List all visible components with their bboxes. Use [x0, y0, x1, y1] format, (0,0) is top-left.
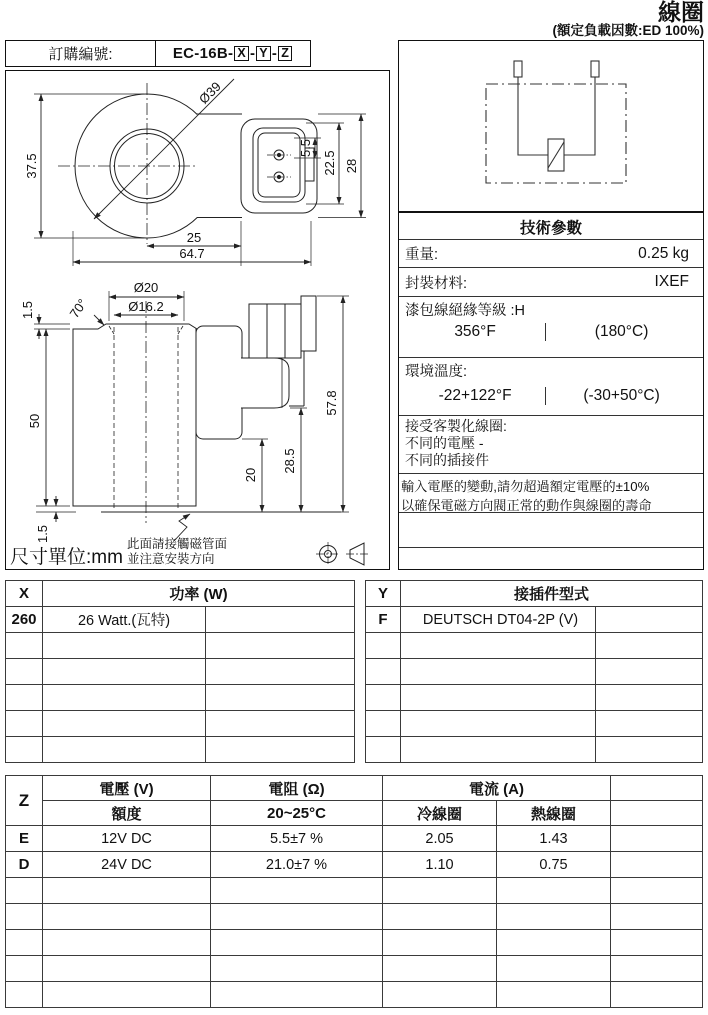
projection-cone-icon	[346, 543, 368, 565]
table-cell	[611, 956, 703, 982]
unit-label: 尺寸單位:mm	[10, 547, 123, 568]
page-title: 線圈	[658, 0, 704, 25]
table-cell	[383, 904, 497, 930]
table-cell	[6, 659, 43, 685]
table-row	[366, 685, 703, 711]
table-row	[6, 659, 355, 685]
table-cell	[43, 878, 211, 904]
table-cell	[43, 711, 206, 737]
table-cell	[497, 930, 611, 956]
table-cell: 26 Watt.(瓦特)	[43, 607, 206, 633]
coil-schematic	[399, 41, 702, 210]
mount-note-line2: 並注意安裝方向	[127, 552, 215, 566]
table-cell	[497, 904, 611, 930]
table-cell	[596, 737, 703, 763]
table-cell	[206, 685, 355, 711]
table-cell	[206, 607, 355, 633]
table-cell	[401, 659, 596, 685]
weight-value: 0.25 kg	[638, 244, 689, 262]
table-cell	[6, 904, 43, 930]
table-cell	[43, 737, 206, 763]
table-cell	[43, 659, 206, 685]
table-row	[6, 737, 355, 763]
custom-coil-line1: 接受客製化線圈:	[405, 418, 507, 434]
table-row	[366, 737, 703, 763]
table-cell	[366, 633, 401, 659]
resistance-header: 電阻 (Ω)	[211, 776, 383, 801]
table-cell	[596, 711, 703, 737]
x-power-table	[5, 580, 355, 763]
table-cell	[383, 930, 497, 956]
table-cell	[211, 878, 383, 904]
table-cell	[43, 633, 206, 659]
material-value: IXEF	[654, 273, 689, 290]
current-header: 電流 (A)	[383, 776, 611, 801]
table-cell	[596, 685, 703, 711]
technical-drawing	[6, 71, 387, 568]
table-cell	[206, 737, 355, 763]
insulation-label: 漆包線絕緣等級 :H	[405, 303, 526, 319]
table-cell	[611, 878, 703, 904]
dimension-label: 22.5	[322, 150, 337, 176]
table-cell: E	[6, 826, 43, 852]
order-number-value	[156, 41, 310, 66]
table-cell	[6, 956, 43, 982]
top-view	[58, 83, 317, 244]
empty-row	[399, 513, 703, 548]
order-number-box	[5, 40, 311, 67]
table-cell	[206, 711, 355, 737]
table-row	[6, 930, 703, 956]
table-cell	[383, 956, 497, 982]
table-cell	[497, 956, 611, 982]
table-cell	[596, 659, 703, 685]
table-cell	[611, 826, 703, 852]
dimension-label: 28	[344, 158, 359, 174]
table-cell: 5.5±7 %	[211, 826, 383, 852]
dimension-label: Ø20	[133, 280, 159, 295]
table-cell	[497, 878, 611, 904]
table-row	[6, 982, 703, 1008]
material-row	[399, 268, 703, 297]
wire	[518, 77, 548, 155]
table-cell	[611, 982, 703, 1008]
voltage-warning-row	[399, 474, 703, 513]
dimension-label: Ø39	[195, 78, 224, 107]
table-cell	[383, 878, 497, 904]
table-cell	[596, 633, 703, 659]
table-cell	[366, 659, 401, 685]
weight-row	[399, 240, 703, 268]
page-subtitle: (額定負載因數:ED 100%)	[552, 23, 704, 39]
terminal-pin	[514, 61, 522, 77]
empty-row	[399, 548, 703, 569]
custom-coil-row	[399, 416, 703, 474]
page-title-block	[552, 0, 704, 38]
ambient-label: 環境溫度:	[405, 364, 468, 380]
table-cell	[206, 659, 355, 685]
table-cell	[596, 607, 703, 633]
order-code-x: X	[234, 46, 249, 62]
table-cell	[497, 982, 611, 1008]
hot-coil-header: 熱線圈	[497, 801, 611, 826]
table-cell	[43, 956, 211, 982]
voltage-header: 電壓 (V)	[43, 776, 211, 801]
table-cell: 1.10	[383, 852, 497, 878]
x-power-header: 功率 (W)	[43, 581, 355, 607]
dimension-label: 64.7	[179, 246, 205, 261]
custom-coil-line2: 不同的電壓 -	[405, 434, 484, 451]
table-cell	[401, 711, 596, 737]
tech-params-panel	[398, 212, 704, 570]
table-row	[366, 607, 703, 633]
table-cell: 1.43	[497, 826, 611, 852]
material-label: 封裝材料:	[405, 275, 468, 292]
table-row	[6, 711, 355, 737]
empty-header	[611, 776, 703, 801]
table-cell	[366, 711, 401, 737]
order-prefix: EC-16B-	[172, 45, 234, 62]
table-cell: D	[6, 852, 43, 878]
table-cell	[43, 930, 211, 956]
y-connector-table	[365, 580, 703, 763]
weight-label: 重量:	[405, 247, 439, 263]
y-code-header: Y	[366, 581, 401, 607]
dimension-label: 20	[243, 467, 258, 483]
table-cell	[366, 737, 401, 763]
z-electrical-table	[5, 775, 703, 1008]
voltage-warning-line2: 以確保電磁方向閥正常的動作與線圈的壽命	[401, 498, 652, 514]
order-sep: -	[249, 45, 256, 62]
table-cell	[6, 930, 43, 956]
table-row	[6, 607, 355, 633]
table-cell: 21.0±7 %	[211, 852, 383, 878]
dimension-label: 28.5	[282, 448, 297, 474]
table-cell	[401, 737, 596, 763]
insulation-fahrenheit: 356°F	[454, 323, 496, 340]
dimension-label: 5.5	[298, 138, 313, 158]
voltage-warning-line1: 輸入電壓的變動,請勿超過額定電壓的±10%	[401, 479, 650, 494]
table-row	[6, 852, 703, 878]
table-cell: 260	[6, 607, 43, 633]
table-cell	[401, 633, 596, 659]
order-code-z: Z	[278, 46, 292, 62]
custom-coil-line3: 不同的插接件	[405, 451, 489, 468]
order-number-label: 訂購編號:	[6, 41, 156, 66]
temp-range-header: 20~25°C	[211, 801, 383, 826]
table-cell	[211, 904, 383, 930]
table-cell: 0.75	[497, 852, 611, 878]
dimension-label: 1.5	[35, 524, 50, 544]
dimension-label: Ø16.2	[128, 299, 164, 314]
table-cell	[611, 930, 703, 956]
ambient-fahrenheit: -22+122°F	[438, 387, 512, 404]
table-row	[6, 685, 355, 711]
table-cell: 24V DC	[43, 852, 211, 878]
table-cell	[611, 852, 703, 878]
cold-coil-header: 冷線圈	[383, 801, 497, 826]
table-row	[6, 826, 703, 852]
table-cell	[401, 685, 596, 711]
table-cell	[6, 878, 43, 904]
table-row	[366, 659, 703, 685]
table-cell	[383, 982, 497, 1008]
table-cell	[206, 633, 355, 659]
ambient-row	[399, 358, 703, 416]
table-cell	[6, 711, 43, 737]
ambient-celsius: (-30+50°C)	[545, 387, 697, 405]
table-cell	[43, 904, 211, 930]
dimension-label: 1.5	[20, 300, 35, 320]
mount-note-line1: 此面請接觸磁管面	[127, 537, 228, 551]
schematic-panel	[398, 40, 704, 212]
table-row	[366, 711, 703, 737]
table-cell	[6, 685, 43, 711]
table-row	[6, 956, 703, 982]
insulation-row	[399, 297, 703, 358]
tech-params-header: 技術參數	[399, 213, 703, 240]
table-row	[366, 633, 703, 659]
table-row	[6, 904, 703, 930]
table-cell: 12V DC	[43, 826, 211, 852]
rated-header: 額度	[43, 801, 211, 826]
dimension-label: 37.5	[24, 153, 39, 179]
table-cell: F	[366, 607, 401, 633]
table-cell	[211, 982, 383, 1008]
table-cell	[611, 904, 703, 930]
projection-target-icon	[316, 542, 340, 566]
table-cell: 2.05	[383, 826, 497, 852]
table-cell	[366, 685, 401, 711]
wire	[564, 77, 595, 155]
table-cell	[43, 982, 211, 1008]
x-code-header: X	[6, 581, 43, 607]
table-cell	[211, 930, 383, 956]
table-row	[6, 633, 355, 659]
table-cell	[43, 685, 206, 711]
dimension-label: 25	[186, 230, 202, 245]
dimension-label: 57.8	[324, 390, 339, 416]
projection-symbols	[316, 542, 368, 566]
y-connector-header: 接插件型式	[401, 581, 703, 607]
order-code-y: Y	[256, 46, 271, 62]
table-row	[6, 878, 703, 904]
table-cell: DEUTSCH DT04-2P (V)	[401, 607, 596, 633]
table-cell	[211, 956, 383, 982]
z-code-header: Z	[6, 776, 43, 826]
order-sep: -	[271, 45, 278, 62]
empty-header	[611, 801, 703, 826]
technical-drawing-panel	[5, 70, 390, 570]
table-cell	[6, 982, 43, 1008]
terminal-pin	[591, 61, 599, 77]
table-cell	[6, 737, 43, 763]
table-cell	[6, 633, 43, 659]
dimension-label: 70°	[66, 296, 91, 321]
insulation-celsius: (180°C)	[545, 323, 697, 341]
dimension-label: 50	[27, 413, 42, 429]
